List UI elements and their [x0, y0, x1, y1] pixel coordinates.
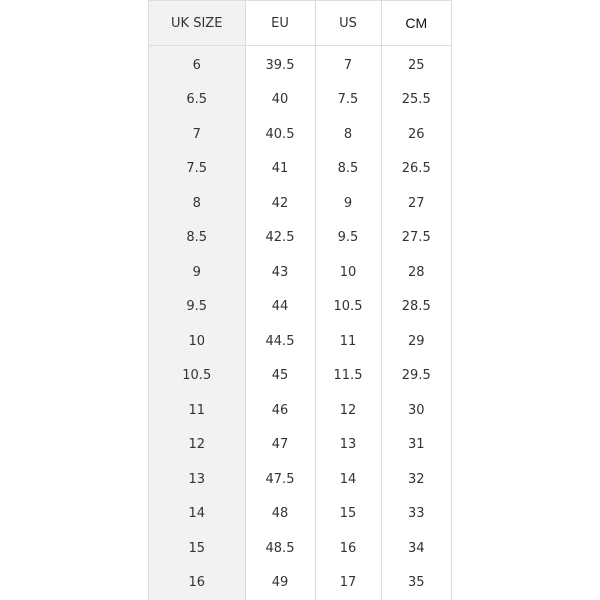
cm-size-cell: 26.5	[401, 161, 431, 177]
uk-size-cell: 7.5	[149, 152, 245, 187]
us-size-cell: 11	[315, 324, 381, 359]
eu-size-cell: 43	[245, 255, 315, 290]
uk-size-cell: 8	[149, 186, 245, 221]
table-row	[149, 359, 451, 394]
uk-size-cell: 13	[149, 462, 245, 497]
table-row	[149, 497, 451, 532]
table-row	[149, 152, 451, 187]
us-size-cell: 13	[315, 428, 381, 463]
us-size-cell: 15	[315, 497, 381, 532]
uk-size-cell: 10	[149, 324, 245, 359]
table-row	[149, 531, 451, 566]
uk-size-cell: 6.5	[149, 83, 245, 118]
uk-size-cell: 15	[149, 531, 245, 566]
uk-size-cell: 10.5	[149, 359, 245, 394]
eu-size-cell: 48.5	[245, 531, 315, 566]
us-size-cell: 8.5	[315, 152, 381, 187]
cm-size-cell: 30	[407, 402, 425, 418]
table-row	[149, 290, 451, 325]
uk-size-cell: 7	[149, 117, 245, 152]
us-size-cell: 12	[315, 393, 381, 428]
cm-size-cell: 28.5	[401, 299, 431, 315]
table-row	[149, 428, 451, 463]
us-size-cell: 7	[315, 46, 381, 83]
eu-size-cell: 47	[245, 428, 315, 463]
cm-size-cell: 31	[407, 437, 425, 453]
table-row	[149, 83, 451, 118]
table-row	[149, 117, 451, 152]
us-size-cell: 16	[315, 531, 381, 566]
uk-size-cell: 14	[149, 497, 245, 532]
cm-size-cell: 35	[407, 575, 425, 591]
uk-size-cell: 12	[149, 428, 245, 463]
eu-size-cell: 40	[245, 83, 315, 118]
table-row	[149, 566, 451, 600]
cm-size-cell: 25.5	[401, 92, 431, 108]
header-row	[149, 1, 451, 46]
table-row	[149, 186, 451, 221]
eu-size-cell: 46	[245, 393, 315, 428]
us-size-cell: 17	[315, 566, 381, 600]
cm-size-cell: 26	[407, 126, 425, 142]
uk-size-cell: 16	[149, 566, 245, 600]
size-rows	[149, 46, 451, 600]
us-size-cell: 8	[315, 117, 381, 152]
us-size-cell: 9.5	[315, 221, 381, 256]
uk-size-cell: 11	[149, 393, 245, 428]
eu-size-cell: 49	[245, 566, 315, 600]
us-size-cell: 9	[315, 186, 381, 221]
table-row	[149, 255, 451, 290]
size-chart-table	[149, 1, 451, 600]
header-us: US	[315, 1, 381, 46]
header-uk-size: UK SIZE	[149, 1, 245, 46]
us-size-cell: 10.5	[315, 290, 381, 325]
cm-size-cell: 25	[407, 57, 425, 73]
table-row	[149, 324, 451, 359]
header-cm: CM	[381, 1, 451, 46]
eu-size-cell: 39.5	[245, 46, 315, 83]
uk-size-cell: 8.5	[149, 221, 245, 256]
eu-size-cell: 47.5	[245, 462, 315, 497]
eu-size-cell: 40.5	[245, 117, 315, 152]
eu-size-cell: 42	[245, 186, 315, 221]
uk-size-cell: 9	[149, 255, 245, 290]
cm-size-cell: 32	[407, 471, 425, 487]
header-eu: EU	[245, 1, 315, 46]
eu-size-cell: 42.5	[245, 221, 315, 256]
cm-size-cell: 34	[407, 540, 425, 556]
eu-size-cell: 48	[245, 497, 315, 532]
eu-size-cell: 41	[245, 152, 315, 187]
table-row	[149, 46, 451, 83]
table-row	[149, 221, 451, 256]
us-size-cell: 10	[315, 255, 381, 290]
uk-size-cell: 6	[149, 46, 245, 83]
us-size-cell: 7.5	[315, 83, 381, 118]
table-row	[149, 393, 451, 428]
table-row	[149, 462, 451, 497]
eu-size-cell: 44	[245, 290, 315, 325]
cm-size-cell: 33	[407, 506, 425, 522]
uk-size-cell: 9.5	[149, 290, 245, 325]
size-chart-frame	[148, 0, 452, 600]
eu-size-cell: 44.5	[245, 324, 315, 359]
cm-size-cell: 27	[407, 195, 425, 211]
cm-size-cell: 29.5	[401, 368, 431, 384]
us-size-cell: 11.5	[315, 359, 381, 394]
eu-size-cell: 45	[245, 359, 315, 394]
cm-size-cell: 28	[407, 264, 425, 280]
cm-size-cell: 29	[407, 333, 425, 349]
us-size-cell: 14	[315, 462, 381, 497]
cm-size-cell: 27.5	[401, 230, 431, 246]
